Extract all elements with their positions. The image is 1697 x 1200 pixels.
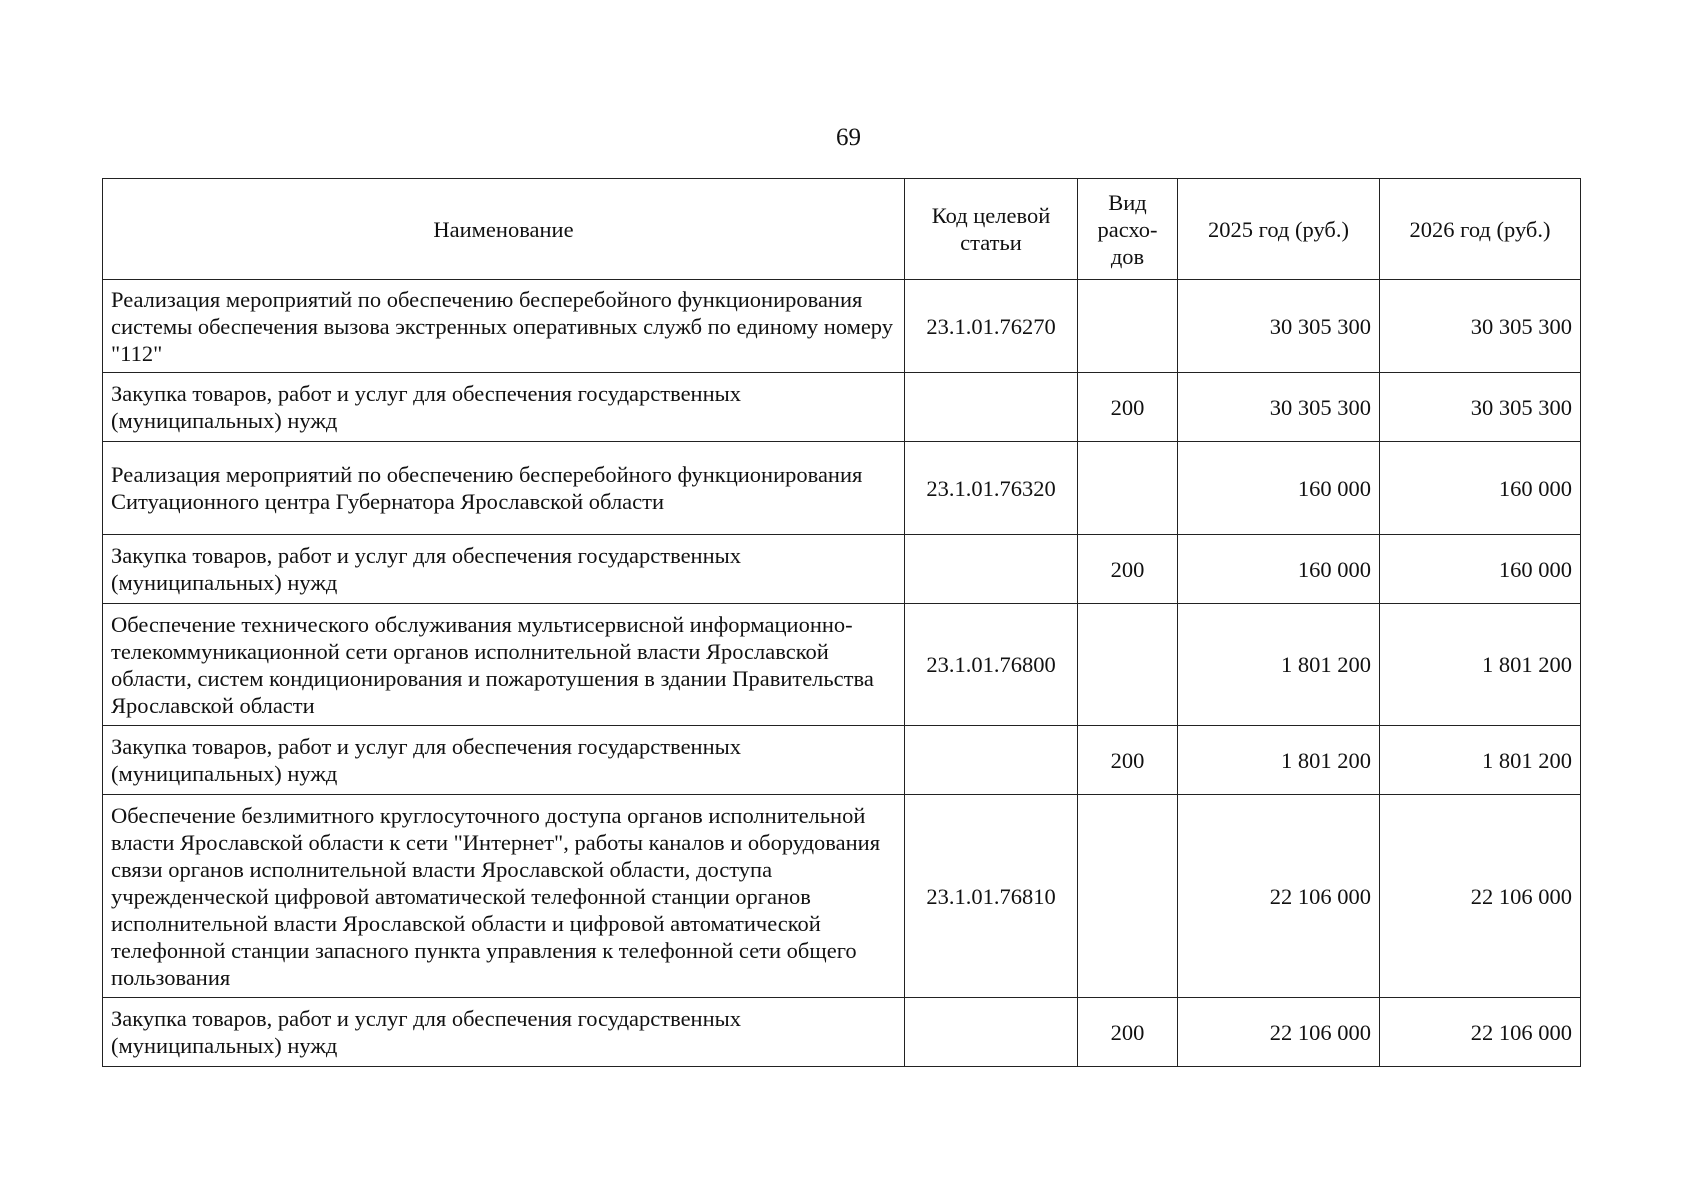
header-kind: Вид расхо- дов — [1078, 179, 1178, 280]
table-row — [103, 373, 1581, 442]
row-2025: 160 000 — [1178, 535, 1380, 604]
header-2026: 2026 год (руб.) — [1380, 179, 1581, 280]
row-2025: 1 801 200 — [1178, 604, 1380, 726]
row-2026: 30 305 300 — [1380, 373, 1581, 442]
row-code — [905, 726, 1078, 795]
row-kind — [1078, 442, 1178, 535]
row-kind — [1078, 795, 1178, 998]
row-2026: 1 801 200 — [1380, 604, 1581, 726]
header-name: Наименование — [103, 179, 905, 280]
header-code: Код целевой статьи — [905, 179, 1078, 280]
table-row — [103, 604, 1581, 726]
row-code — [905, 535, 1078, 604]
budget-table — [102, 178, 1581, 1067]
row-2026: 30 305 300 — [1380, 280, 1581, 373]
row-2025: 30 305 300 — [1178, 373, 1380, 442]
row-kind — [1078, 604, 1178, 726]
row-name: Реализация мероприятий по обеспечению бесперебойного функционирования Ситуационного центра Губернатора Ярославской области — [103, 442, 905, 535]
row-kind: 200 — [1078, 998, 1178, 1067]
table-row — [103, 998, 1581, 1067]
row-kind — [1078, 280, 1178, 373]
table-header-row — [103, 179, 1581, 280]
row-name: Закупка товаров, работ и услуг для обеспечения государственных (муниципальных) нужд — [103, 998, 905, 1067]
row-name: Закупка товаров, работ и услуг для обеспечения государственных (муниципальных) нужд — [103, 535, 905, 604]
row-code: 23.1.01.76320 — [905, 442, 1078, 535]
row-2025: 22 106 000 — [1178, 998, 1380, 1067]
row-name: Закупка товаров, работ и услуг для обеспечения государственных (муниципальных) нужд — [103, 726, 905, 795]
table-row — [103, 442, 1581, 535]
row-2025: 30 305 300 — [1178, 280, 1380, 373]
row-2026: 160 000 — [1380, 442, 1581, 535]
table-row — [103, 535, 1581, 604]
row-2025: 1 801 200 — [1178, 726, 1380, 795]
row-2025: 160 000 — [1178, 442, 1380, 535]
row-2026: 1 801 200 — [1380, 726, 1581, 795]
row-code: 23.1.01.76800 — [905, 604, 1078, 726]
table-row — [103, 280, 1581, 373]
row-2026: 160 000 — [1380, 535, 1581, 604]
header-2025: 2025 год (руб.) — [1178, 179, 1380, 280]
row-name: Реализация мероприятий по обеспечению бесперебойного функционирования системы обеспечения вызова экстренных оперативных служб по единому номеру "112" — [103, 280, 905, 373]
row-name: Обеспечение безлимитного круглосуточного доступа органов исполнительной власти Ярославской области к сети "Интернет", работы каналов и оборудования связи органов исполнительной власти Ярославской области, доступа учрежденческой цифровой автоматической телефонной станции органов исполнительной власти Ярославской области и цифровой автоматической телефонной станции запасного пункта управления к телефонной сети общего пользования — [103, 795, 905, 998]
row-2026: 22 106 000 — [1380, 998, 1581, 1067]
page-number: 69 — [836, 124, 861, 151]
row-name: Закупка товаров, работ и услуг для обеспечения государственных (муниципальных) нужд — [103, 373, 905, 442]
row-2026: 22 106 000 — [1380, 795, 1581, 998]
row-code: 23.1.01.76270 — [905, 280, 1078, 373]
table-row — [103, 795, 1581, 998]
row-code — [905, 998, 1078, 1067]
row-kind: 200 — [1078, 726, 1178, 795]
table-row — [103, 726, 1581, 795]
row-name: Обеспечение технического обслуживания мультисервисной информационно-телекоммуникационной сети органов исполнительной власти Ярославской области, систем кондиционирования и пожаротушения в здании Правительства Ярославской области — [103, 604, 905, 726]
row-code — [905, 373, 1078, 442]
row-kind: 200 — [1078, 373, 1178, 442]
row-kind: 200 — [1078, 535, 1178, 604]
row-2025: 22 106 000 — [1178, 795, 1380, 998]
row-code: 23.1.01.76810 — [905, 795, 1078, 998]
